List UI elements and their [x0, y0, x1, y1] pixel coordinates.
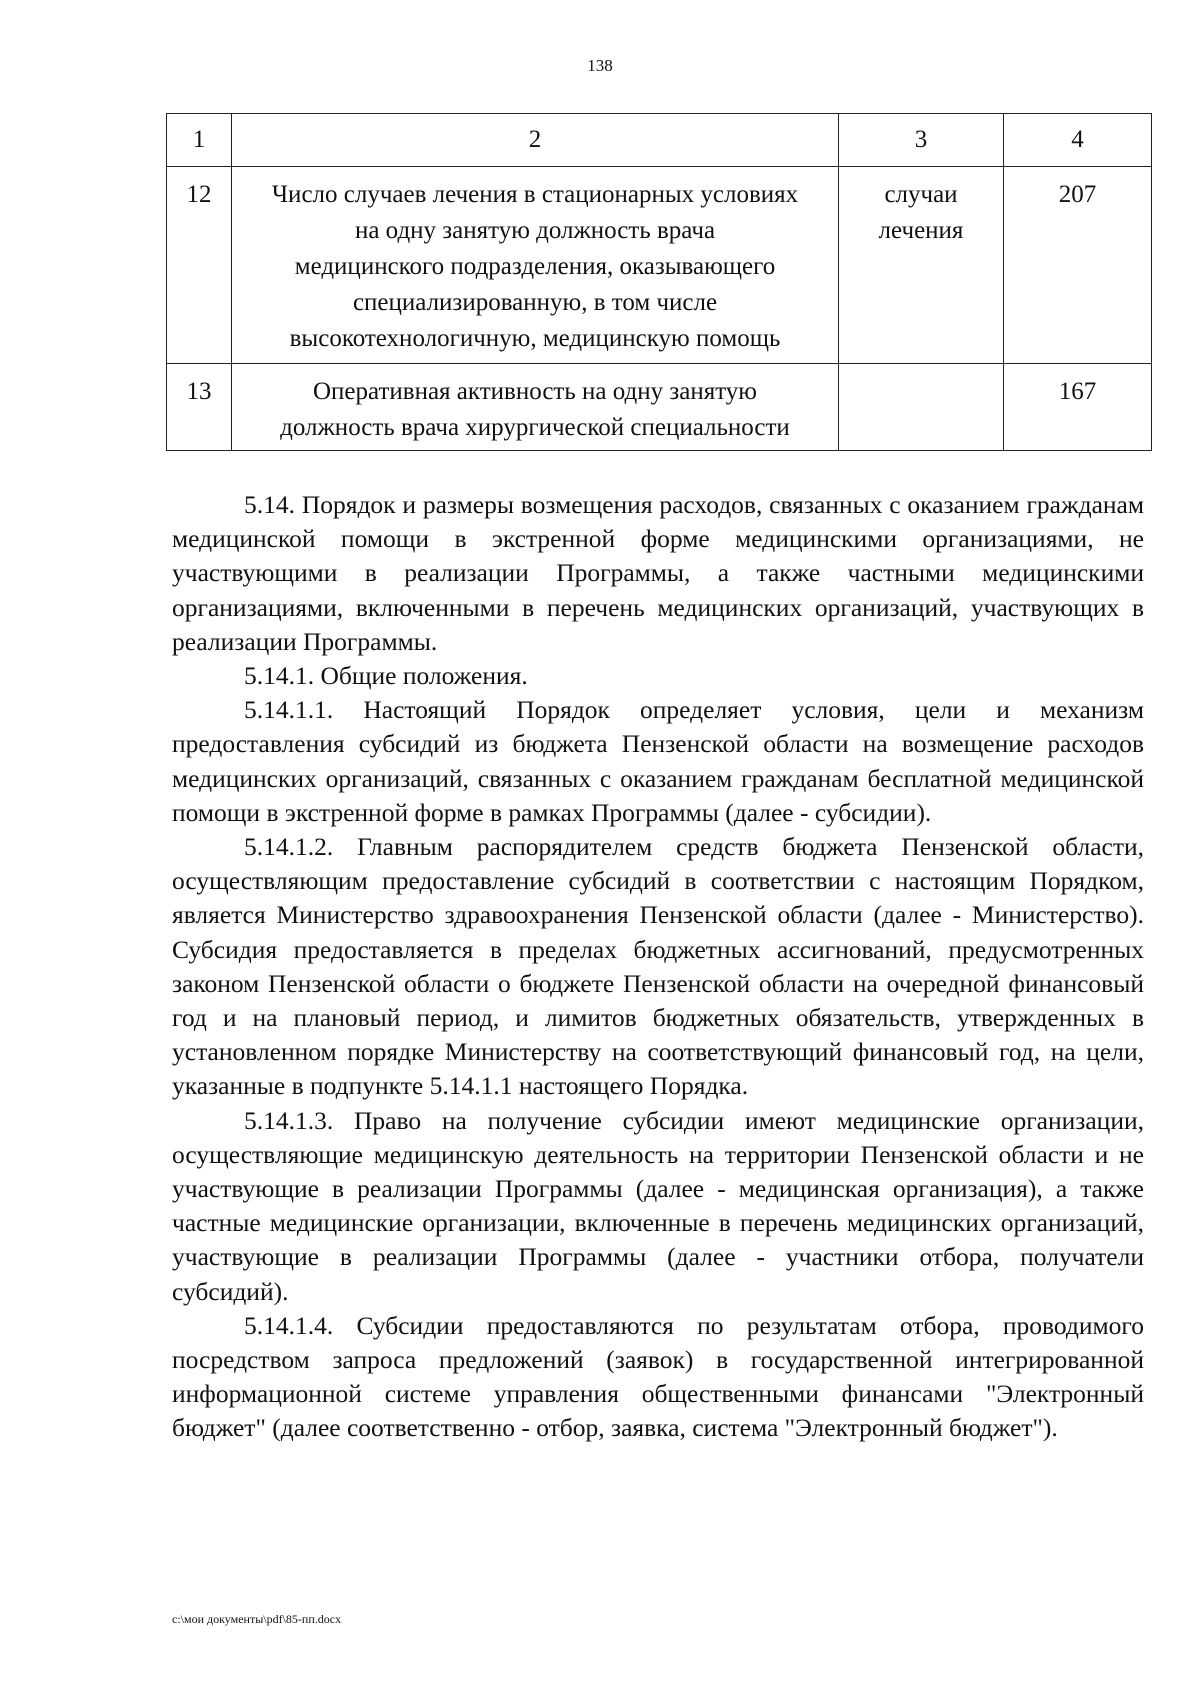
unit-cell [839, 364, 1004, 451]
value-cell: 207 [1004, 167, 1152, 364]
table-header-cell: 4 [1004, 114, 1152, 167]
paragraph: 5.14.1.3. Право на получение субсидии имеют медицинские организации, осуществляющие медицинскую деятельность на территории Пензенской области и не участвующие в реализации Программы (далее - медицинская организация), а также частные медицинские организации, включенные в перечень медицинских организаций, участвующие в реализации Программы (далее - участники отбора, получатели субсидий). [172, 1105, 1144, 1306]
table-header-cell: 3 [839, 114, 1004, 167]
indicator-line: должность врача хирургической специальности [280, 414, 790, 441]
indicator-line: Число случаев лечения в стационарных условиях [271, 181, 799, 208]
table-header-cell: 1 [167, 114, 232, 167]
indicator-name-cell [232, 364, 839, 451]
paragraph: 5.14.1.2. Главным распорядителем средств бюджета Пензенской области, осуществляющим предоставление субсидий в соответствии с настоящим Порядком, является Министерство здравоохранения Пензенской области (далее - Министерство). Субсидия предоставляется в пределах бюджетных ассигнований, предусмотренных законом Пензенской области о бюджете Пензенской области на очередной финансовый год и на плановый период, и лимитов бюджетных обязательств, утвержденных в установленном порядке Министерству на соответствующий финансовый год, на цели, указанные в подпункте 5.14.1.1 настоящего Порядка. [172, 832, 1144, 1101]
unit-cell [839, 167, 1004, 364]
indicators-table [166, 113, 1152, 451]
indicator-line: высокотехнологичную, медицинскую помощь [289, 325, 781, 352]
indicator-line: специализированную, в том числе [352, 289, 718, 316]
table-row [167, 364, 1152, 451]
table-header-cell: 2 [232, 114, 839, 167]
value-cell: 167 [1004, 364, 1152, 451]
table-row [167, 167, 1152, 364]
row-number-cell: 13 [167, 364, 232, 451]
document-body [172, 488, 1144, 1446]
page-number: 138 [587, 56, 613, 75]
row-number-cell: 12 [167, 167, 232, 364]
indicator-line: медицинского подразделения, оказывающего [294, 253, 776, 280]
indicator-line: на одну занятую должность врача [354, 217, 716, 244]
table-header-row [167, 114, 1152, 167]
indicator-name-cell [232, 167, 839, 364]
indicator-line: Оперативная активность на одну занятую [313, 378, 757, 405]
paragraph: 5.14.1.1. Настоящий Порядок определяет условия, цели и механизм предоставления субсидий из бюджета Пензенской области на возмещение расходов медицинских организаций, связанных с оказанием гражданам бесплатной медицинской помощи в экстренной форме в рамках Программы (далее - субсидии). [172, 695, 1144, 827]
paragraph: 5.14.1. Общие положения. [244, 661, 528, 691]
unit-line: случаи [884, 181, 958, 208]
unit-line: лечения [878, 217, 964, 244]
paragraph: 5.14.1.4. Субсидии предоставляются по результатам отбора, проводимого посредством запроса предложений (заявок) в государственной интегрированной информационной системе управления общественными финансами "Электронный бюджет" (далее соответственно - отбор, заявка, система "Электронный бюджет"). [172, 1310, 1144, 1443]
paragraph: 5.14. Порядок и размеры возмещения расходов, связанных с оказанием гражданам медицинской помощи в экстренной форме медицинскими организациями, не участвующими в реализации Программы, а также частными медицинскими организациями, включенными в перечень медицинских организаций, участвующих в реализации Программы. [172, 490, 1144, 656]
file-path-footer: c:\мои документы\pdf\85-пп.docx [172, 1612, 342, 1626]
